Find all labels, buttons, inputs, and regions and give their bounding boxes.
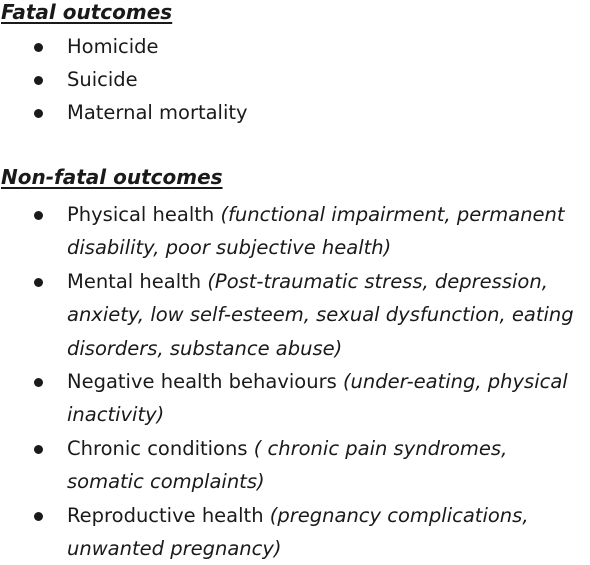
non-fatal-outcomes-heading: Non-fatal outcomes — [1, 165, 223, 189]
item-label: Mental health — [67, 269, 202, 293]
list-item-negative-health-behaviours — [0, 365, 590, 432]
item-detail: (under-eating, physical — [342, 370, 568, 394]
list-item-reproductive-health — [0, 499, 590, 565]
list-item-mental-health — [0, 265, 590, 365]
item-label: Chronic conditions — [67, 436, 248, 460]
item-detail: somatic complaints) — [67, 470, 265, 494]
bullet-icon — [34, 109, 43, 118]
item-detail: anxiety, low self-esteem, sexual dysfunction, eating — [67, 303, 574, 327]
non-fatal-outcomes-list — [0, 198, 590, 565]
list-item-homicide — [0, 30, 590, 63]
item-label: Homicide — [67, 35, 159, 58]
item-detail: ( chronic pain syndromes, — [253, 436, 508, 460]
item-detail: disorders, substance abuse) — [67, 336, 343, 360]
bullet-icon — [34, 211, 43, 220]
bullet-icon — [34, 278, 43, 287]
item-label: Negative health behaviours — [67, 370, 337, 394]
item-detail: (pregnancy complications, — [269, 503, 529, 527]
item-label: Reproductive health — [67, 503, 264, 527]
list-item-suicide — [0, 63, 590, 96]
bullet-icon — [34, 43, 43, 52]
item-label: Suicide — [67, 68, 138, 91]
fatal-outcomes-list — [0, 30, 590, 129]
item-detail: unwanted pregnancy) — [67, 537, 282, 561]
item-detail: inactivity) — [67, 403, 165, 427]
bullet-icon — [34, 76, 43, 85]
item-label: Maternal mortality — [67, 101, 248, 124]
item-detail: (Post-traumatic stress, depression, — [207, 269, 548, 293]
fatal-outcomes-heading: Fatal outcomes — [1, 0, 173, 24]
list-item-maternal-mortality — [0, 96, 590, 129]
item-label: Physical health — [67, 203, 215, 226]
list-item-physical-health — [0, 198, 590, 265]
bullet-icon — [34, 445, 43, 454]
item-detail: (functional impairment, permanent — [220, 203, 565, 226]
list-item-chronic-conditions — [0, 432, 590, 499]
bullet-icon — [34, 512, 43, 521]
item-detail: disability, poor subjective health) — [67, 236, 392, 260]
bullet-icon — [34, 378, 43, 387]
